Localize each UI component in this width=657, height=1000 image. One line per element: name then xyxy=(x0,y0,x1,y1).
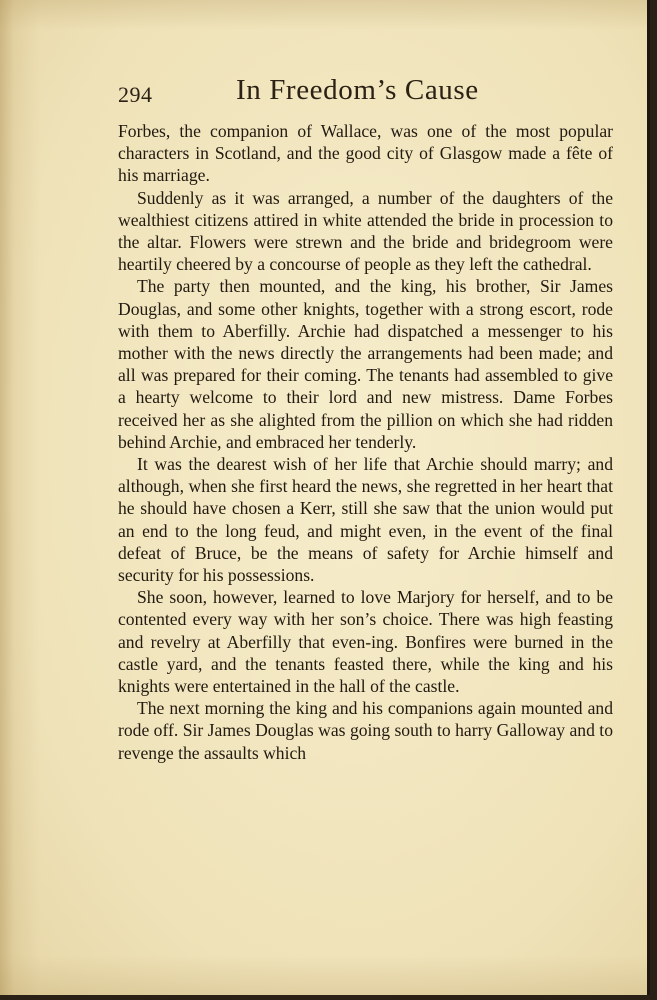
paragraph: The party then mounted, and the king, his brother, Sir James Douglas, and some other knights, together with a strong escort, rode with them to Aberfilly. Archie had dispatched a messenger to his mother with the news directly the arrangements had been made; and all was prepared for their coming. The tenants had assembled to give a hearty welcome to their lord and new mistress. Dame Forbes received her as she alighted from the pillion on which she had ridden behind Archie, and embraced her tenderly. xyxy=(118,276,613,452)
paragraph: Suddenly as it was arranged, a number of the daughters of the wealthiest citizens attired in white attended the bride in procession to the altar. Flowers were strewn and the bride and bridegroom were heartily cheered by a concourse of people as they left the cathedral. xyxy=(118,187,613,275)
paragraph: The next morning the king and his companions again mounted and rode off. Sir James Douglas was going south to harry Galloway and to revenge the assaults which xyxy=(118,698,613,763)
page-number: 294 xyxy=(118,82,153,107)
page-header xyxy=(118,74,618,110)
paragraph: It was the dearest wish of her life that Archie should marry; and although, when she first heard the news, she regretted in her heart that he should have chosen a Kerr, still she saw that the union would put an end to the long feud, and might even, in the event of the final defeat of Bruce, be the means of safety for Archie himself and security for his possessions. xyxy=(118,454,613,586)
paragraph: Forbes, the companion of Wallace, was one of the most popular characters in Scotland, and the good city of Glasgow made a fête of his marriage. xyxy=(118,121,613,186)
running-title: In Freedom’s Cause xyxy=(236,74,479,106)
paragraph: She soon, however, learned to love Marjory for herself, and to be contented every way with her son’s choice. There was high feasting and revelry at Aberfilly that even-ing. Bonfires were burned in the castle yard, and the tenants feasted there, while the king and his knights were entertained in the hall of the castle. xyxy=(118,587,613,697)
body-text xyxy=(118,120,613,764)
